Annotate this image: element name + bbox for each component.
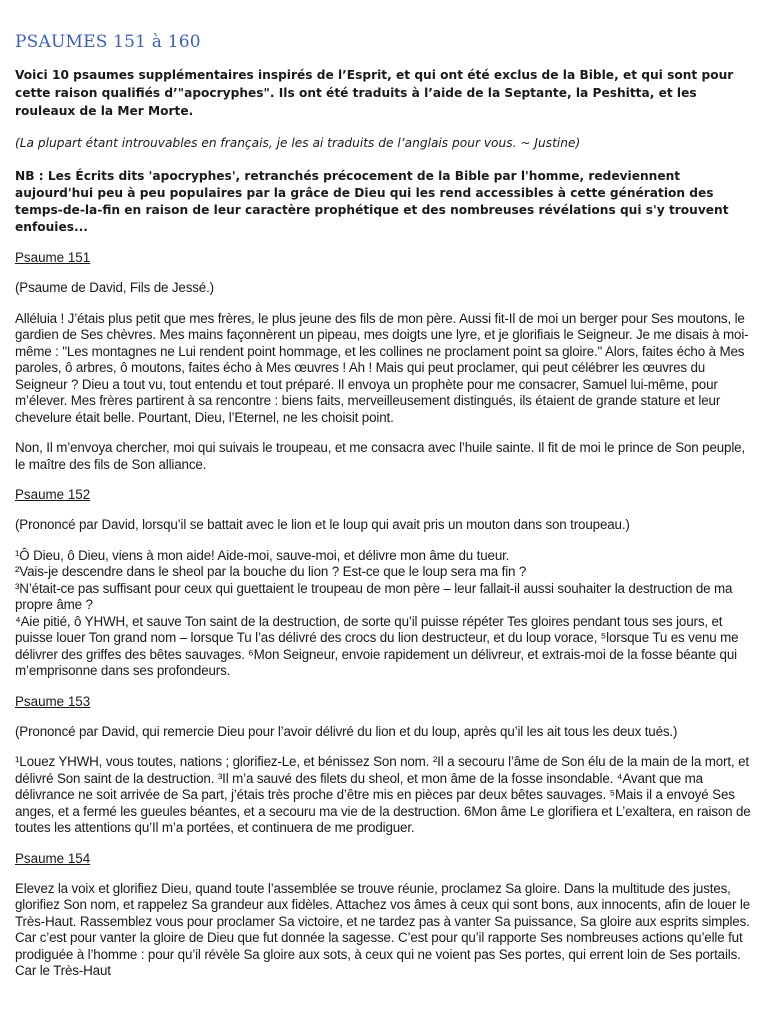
psalm-154-heading: Psaume 154 [15,850,91,866]
psalm-152-subtitle: (Prononcé par David, lorsqu’il se battait avec le lion et le loup qui avait pris un mouton dans son troupeau.) [15,517,630,532]
psalm-151-paragraph-2: Non, Il m’envoya chercher, moi qui suivais le troupeau, et me consacra avec l’huile sainte. Il fit de moi le prince de Son peuple, le maître des fils de Son alliance. [15,440,746,472]
psalm-152-verse-4: ⁴Aie pitié, ô YHWH, et sauve Ton saint de la destruction, de sorte qu’il puisse répéter Tes gloires pendant tous ses jours, et puisse louer Ton grand nom – lorsque Tu l’as délivré des crocs du lion destructeur, et du loup vorace, ⁵lorsque Tu es venu me délivrer des griffes des bêtes sauvages. ⁶Mon Seigneur, envoie rapidement un délivreur, et extrais-moi de la fosse béante qui m’emprisonne dans ses profondeurs. [15,613,739,678]
translator-note: (La plupart étant introuvables en français, je les ai traduits de l’anglais pour vous. ~ Justine) [15,136,581,150]
psalm-152-heading: Psaume 152 [15,487,91,502]
psalm-152-verses [15,548,758,680]
nb-paragraph: NB : Les Écrits dits 'apocryphes', retranchés précocement de la Bible par l'homme, redeviennent aujourd'hui peu à peu populaires par la grâce de Dieu qui les rend accessibles à cette génération des temps-de-la-fin en raison de leur caractère prophétique et des nombreuses révélations qui s'y trouvent enfouies... [15,169,729,234]
document-page [15,32,758,994]
psalm-153-text: ¹Louez YHWH, vous toutes, nations ; glorifiez-Le, et bénissez Son nom. ²Il a secouru l’âme de Son élu de la main de la mort, et délivré Son saint de la destruction. ³Il m’a sauvé des filets du sheol, et mon âme de la fosse insondable. ⁴Avant que ma délivrance ne soit arrivée de Sa part, j’étais très proche d’être mis en pièces par deux bêtes sauvages. ⁵Mais il a envoyé Ses anges, et a fermé les gueules béantes, et a secouru ma vie de la destruction. 6Mon âme Le glorifiera et L’exaltera, en raison de toutes les attentions qu’Il m’a portées, et continuera de me prodiguer. [15,754,751,835]
intro-paragraph: Voici 10 psaumes supplémentaires inspirés de l’Esprit, et qui ont été exclus de la Bible, et qui sont pour cette raison qualifiés d’"apocryphes". Ils ont été traduits à l’aide de la Septante, la Peshitta, et les rouleaux de la Mer Morte. [15,68,734,118]
psalm-152-verse-3: ³N’était-ce pas suffisant pour ceux qui guettaient le troupeau de mon père – leur fallait-il aussi souhaiter la destruction de ma propre âme ? [15,580,733,612]
psalm-151-paragraph-1: Alléluia ! J’étais plus petit que mes frères, le plus jeune des fils de mon père. Aussi fit-Il de moi un berger pour Ses moutons, le gardien de Ses chèvres. Mes mains façonnèrent un pipeau, mes doigts une lyre, et je glorifiais le Seigneur. Je me disais à moi-même : "Les montagnes ne Lui rendent point hommage, et les collines ne proclament point sa gloire." Alors, faites écho à Mes paroles, ô arbres, ô moutons, faites écho à Mes œuvres ! Ah ! Mais qui peut proclamer, qui peut célébrer les œuvres du Seigneur ? Dieu a tout vu, tout entendu et tout préparé. Il envoya un prophète pour me consacrer, Samuel lui-même, pour m’élever. Mes frères partirent à sa rencontre : biens faits, merveilleusement distingués, ils étaient de grande stature et leur chevelure était belle. Pourtant, Dieu, l’Eternel, ne les choisit point. [15,310,749,425]
psalm-151-heading: Psaume 151 [15,250,91,265]
psalm-153-heading: Psaume 153 [15,693,91,709]
page-title: PSAUMES 151 à 160 [15,32,201,52]
psalm-153-subtitle: (Prononcé par David, qui remercie Dieu pour l’avoir délivré du lion et du loup, après qu’il les ait tous les deux tués.) [15,723,678,739]
psalm-152-verse-1: ¹Ô Dieu, ô Dieu, viens à mon aide! Aide-moi, sauve-moi, et délivre mon âme du tueur. [15,547,510,563]
psalm-151-subtitle: (Psaume de David, Fils de Jessé.) [15,280,214,295]
psalm-154-text: Elevez la voix et glorifiez Dieu, quand toute l’assemblée se trouve réunie, proclamez Sa gloire. Dans la multitude des justes, glorifiez Son nom, et rappelez Sa grandeur aux fidèles. Attachez vos âmes à ceux qui sont bons, aux innocents, afin de louer le Très-Haut. Rassemblez vous pour proclamer Sa victoire, et ne tardez pas à vanter Sa puissance, Sa gloire aux esprits simples. Car c’est pour vanter la gloire de Dieu que fut donnée la sagesse. C’est pour qu’il rapporte Ses nombreuses actions qu’elle fut prodiguée à l’homme : pour qu’il révèle Sa gloire aux sots, à ceux qui ne voient pas Ses portes, qui errent loin de Ses portails. Car le Très-Haut [15,880,750,978]
psalm-152-verse-2: ²Vais-je descendre dans le sheol par la bouche du lion ? Est-ce que le loup sera ma fin ? [15,564,527,579]
